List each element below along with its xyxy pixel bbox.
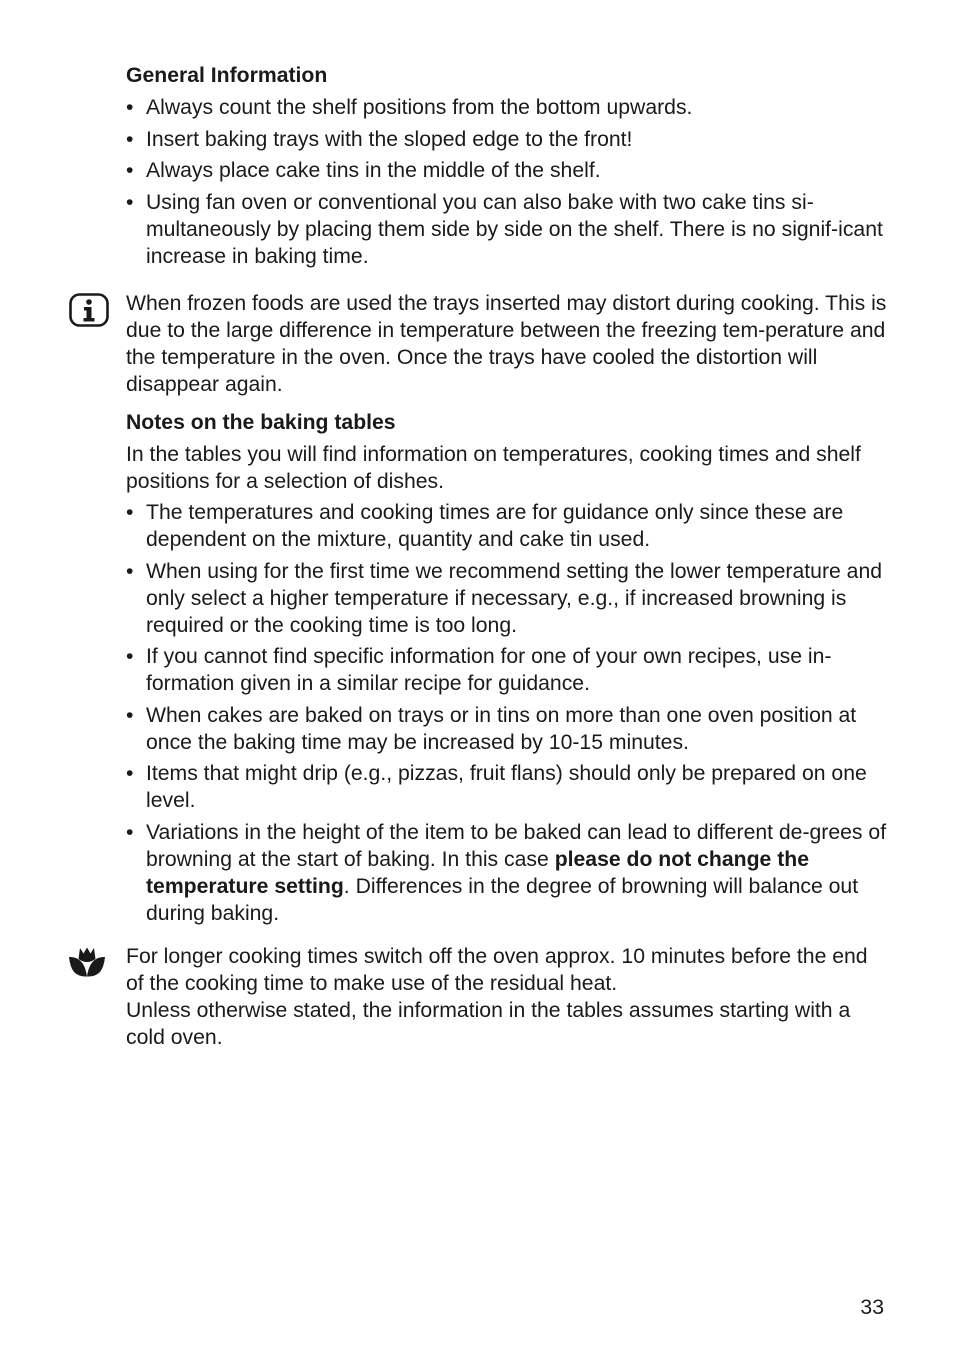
page-number: 33 bbox=[860, 1296, 884, 1319]
eco-note-line-2: Unless otherwise stated, the information in the tables assumes starting with a cold oven. bbox=[126, 999, 851, 1049]
eco-note-line-1: For longer cooking times switch off the oven approx. 10 minutes before the end of the cooking time to make use of the residual heat. bbox=[126, 945, 868, 995]
info-note-text: When frozen foods are used the trays inserted may distort during cooking. This is due to the large difference in temperature between the freezing tem-perature and the temperature in the oven. Once the trays have cooled the distortion will disappear again. bbox=[126, 292, 887, 396]
general-information-list bbox=[126, 94, 888, 270]
notes-list bbox=[126, 499, 888, 927]
list-item-text: . Differences in the degree of browning will balance out during baking. bbox=[146, 874, 859, 925]
list-item: • If you cannot find specific information for one of your own recipes, use in-formation given in a similar recipe for guidance. bbox=[126, 643, 888, 697]
list-item: • Using fan oven or conventional you can also bake with two cake tins si-multaneously by placing them side by side on the shelf. There is no signif-icant increase in baking time. bbox=[126, 189, 888, 270]
notes-intro: In the tables you will find information on temperatures, cooking times and shelf positions for a selection of dishes. bbox=[126, 443, 861, 493]
info-icon bbox=[69, 293, 109, 327]
list-item: • When cakes are baked on trays or in tins on more than one oven position at once the baking time may be increased by 10-15 minutes. bbox=[126, 702, 888, 756]
notes-heading: Notes on the baking tables bbox=[126, 411, 396, 434]
emphasis-text: please do not change the temperature setting bbox=[146, 847, 809, 898]
list-item: • Always place cake tins in the middle of the shelf. bbox=[126, 157, 888, 184]
list-item: • The temperatures and cooking times are for guidance only since these are dependent on the mixture, quantity and cake tin used. bbox=[126, 499, 888, 553]
page-content bbox=[126, 62, 888, 1051]
list-item: • Items that might drip (e.g., pizzas, fruit flans) should only be prepared on one level. bbox=[126, 760, 888, 814]
list-item-text: Variations in the height of the item to be baked can lead to different de-grees of browning at the start of baking. In this case bbox=[146, 820, 887, 871]
list-item bbox=[126, 819, 888, 927]
eco-tip-icon bbox=[67, 945, 107, 979]
list-item: • When using for the first time we recommend setting the lower temperature and only select a higher temperature if necessary, e.g., if increased browning is required or the cooking time is too long. bbox=[126, 558, 888, 639]
general-information-heading: General Information bbox=[126, 64, 328, 87]
list-item: • Insert baking trays with the sloped edge to the front! bbox=[126, 126, 888, 153]
list-item: • Always count the shelf positions from the bottom upwards. bbox=[126, 94, 888, 121]
info-note bbox=[126, 290, 888, 398]
eco-note bbox=[126, 943, 888, 1051]
